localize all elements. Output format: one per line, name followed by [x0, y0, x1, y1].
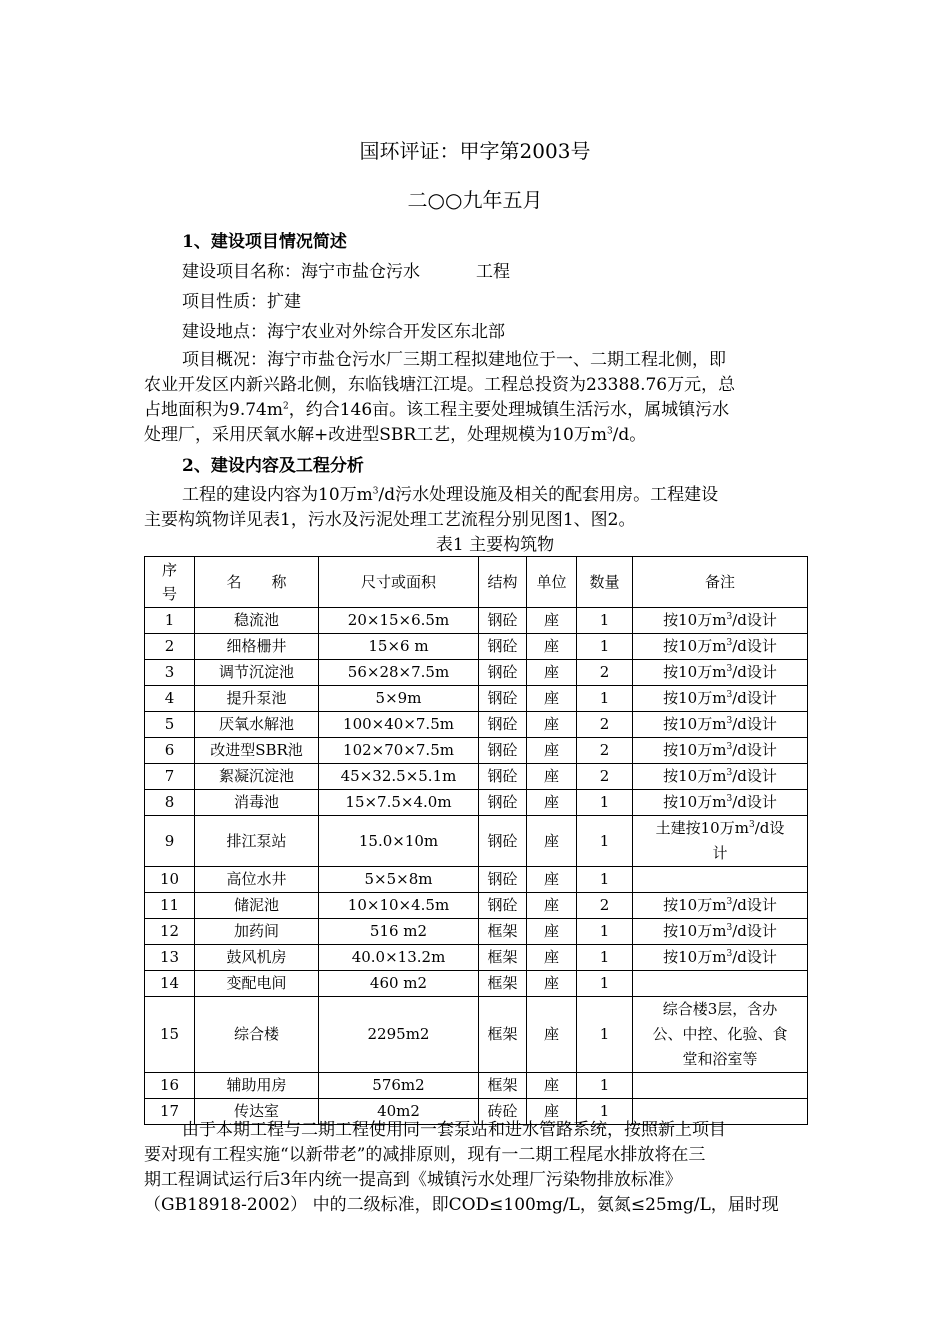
cell-no: 7 [145, 764, 195, 790]
cell-unit: 座 [527, 816, 577, 867]
cell-quantity: 1 [577, 867, 633, 893]
col-header-size: 尺寸或面积 [319, 557, 479, 608]
cell-structure: 框架 [479, 1073, 527, 1099]
report-date: 二○○九年五月 [407, 188, 543, 212]
cell-name: 变配电间 [195, 971, 319, 997]
cell-name: 厌氧水解池 [195, 712, 319, 738]
cell-structure: 钢砼 [479, 634, 527, 660]
cell-note [633, 1073, 808, 1099]
cell-structure: 框架 [479, 997, 527, 1073]
cell-note: 按10万$m^3/d$设计 [633, 919, 808, 945]
cell-note: 按10万$m^3/d$设计 [633, 945, 808, 971]
cell-name: 提升泵池 [195, 686, 319, 712]
table-row [145, 790, 808, 816]
cell-quantity: 1 [577, 816, 633, 867]
cell-size: 15.0×10m [319, 816, 479, 867]
table-row [145, 997, 808, 1073]
col-header-unit: 单位 [527, 557, 577, 608]
cell-unit: 座 [527, 738, 577, 764]
cell-name: 稳流池 [195, 608, 319, 634]
cell-quantity: 1 [577, 790, 633, 816]
cell-size: 2295m2 [319, 997, 479, 1073]
cell-name: 储泥池 [195, 893, 319, 919]
closing-paragraph: 由于本期工程与二期工程使用同一套泵站和进水管路系统，按照新上项目 要对现有工程实施“以新带老”的减排原则，现有一二期工程尾水排放将在三 期工程调试运行后3年内统一提高到《城镇污水处理厂污染物排放标准》 （GB18918-2002） 中的二级标准，即COD≤100mg/L，氨氮≤25mg/L，届时现 [144, 1120, 779, 1215]
cell-size: 40.0×13.2m [319, 945, 479, 971]
cell-name: 絮凝沉淀池 [195, 764, 319, 790]
cell-unit: 座 [527, 712, 577, 738]
cell-no: 10 [145, 867, 195, 893]
cell-structure: 钢砼 [479, 660, 527, 686]
cell-quantity: 2 [577, 738, 633, 764]
cell-structure: 钢砼 [479, 790, 527, 816]
cell-quantity: 1 [577, 919, 633, 945]
cell-structure: 钢砼 [479, 893, 527, 919]
cell-quantity: 1 [577, 686, 633, 712]
cell-no: 8 [145, 790, 195, 816]
project-name: 建设项目名称：海宁市盐仓污水 工程 [182, 262, 510, 282]
cell-name: 高位水井 [195, 867, 319, 893]
table-row [145, 971, 808, 997]
cell-note: 按10万$m^3/d$设计 [633, 660, 808, 686]
cell-quantity: 1 [577, 945, 633, 971]
cell-name: 排江泵站 [195, 816, 319, 867]
structures-table [144, 556, 808, 1125]
approval-number: 国环评证：甲字第2003号 [359, 139, 591, 163]
cell-note: 土建按10万$m^3/d$设 计 [633, 816, 808, 867]
cell-structure: 钢砼 [479, 608, 527, 634]
cell-unit: 座 [527, 660, 577, 686]
cell-quantity: 2 [577, 712, 633, 738]
cell-name: 消毒池 [195, 790, 319, 816]
col-header-structure: 结构 [479, 557, 527, 608]
table-row [145, 634, 808, 660]
cell-size: 15×6 m [319, 634, 479, 660]
cell-size: 516 m2 [319, 919, 479, 945]
cell-no: 3 [145, 660, 195, 686]
cell-no: 1 [145, 608, 195, 634]
table-row [145, 686, 808, 712]
cell-no: 4 [145, 686, 195, 712]
table-caption: 表1 主要构筑物 [435, 535, 555, 555]
cell-name: 辅助用房 [195, 1073, 319, 1099]
cell-unit: 座 [527, 608, 577, 634]
construction-content: 工程的建设内容为10万$m^3/d$污水处理设施及相关的配套用房。工程建设 主要构筑物详见表1，污水及污泥处理工艺流程分别见图1、图2。 [144, 485, 719, 530]
cell-no: 17 [145, 1099, 195, 1125]
cell-size: 56×28×7.5m [319, 660, 479, 686]
cell-unit: 座 [527, 997, 577, 1073]
cell-unit: 座 [527, 790, 577, 816]
cell-no: 15 [145, 997, 195, 1073]
cell-note: 按10万$m^3/d$设计 [633, 608, 808, 634]
cell-quantity: 2 [577, 764, 633, 790]
cell-note [633, 867, 808, 893]
cell-name: 加药间 [195, 919, 319, 945]
cell-structure: 钢砼 [479, 816, 527, 867]
col-header-no: 序号 [145, 557, 195, 608]
cell-structure: 框架 [479, 919, 527, 945]
cell-note: 按10万$m^3/d$设计 [633, 893, 808, 919]
cell-note [633, 971, 808, 997]
cell-no: 5 [145, 712, 195, 738]
table-header-row [145, 557, 808, 608]
cell-note: 按10万$m^3/d$设计 [633, 790, 808, 816]
cell-note: 按10万$m^3/d$设计 [633, 712, 808, 738]
cell-unit: 座 [527, 971, 577, 997]
cell-note: 按10万$m^3/d$设计 [633, 634, 808, 660]
cell-unit: 座 [527, 1099, 577, 1125]
cell-quantity: 1 [577, 1073, 633, 1099]
cell-size: 20×15×6.5m [319, 608, 479, 634]
cell-structure: 框架 [479, 945, 527, 971]
cell-no: 11 [145, 893, 195, 919]
project-location: 建设地点：海宁农业对外综合开发区东北部 [182, 322, 505, 342]
cell-size: 5×5×8m [319, 867, 479, 893]
cell-no: 6 [145, 738, 195, 764]
cell-unit: 座 [527, 867, 577, 893]
cell-unit: 座 [527, 945, 577, 971]
col-header-name: 名 称 [195, 557, 319, 608]
table-row [145, 764, 808, 790]
cell-no: 14 [145, 971, 195, 997]
table-row [145, 919, 808, 945]
cell-unit: 座 [527, 919, 577, 945]
cell-size: 45×32.5×5.1m [319, 764, 479, 790]
table-row [145, 816, 808, 867]
cell-unit: 座 [527, 764, 577, 790]
cell-size: 40m2 [319, 1099, 479, 1125]
cell-structure: 砖砼 [479, 1099, 527, 1125]
cell-unit: 座 [527, 1073, 577, 1099]
cell-name: 改进型SBR池 [195, 738, 319, 764]
cell-structure: 钢砼 [479, 764, 527, 790]
cell-quantity: 1 [577, 634, 633, 660]
cell-name: 综合楼 [195, 997, 319, 1073]
cell-quantity: 1 [577, 1099, 633, 1125]
table-row [145, 1073, 808, 1099]
project-overview: 项目概况：海宁市盐仓污水厂三期工程拟建地位于一、二期工程北侧，即 农业开发区内新兴路北侧，东临钱塘江江堤。工程总投资为23388.76万元，总 占地面积为$9.74m^2$，约合146亩。该工程主要处理城镇生活污水，属城镇污水 处理厂，采用厌氧水解+改进型SBR工艺，处理规模为10万$m^3/d$。 [144, 350, 736, 445]
cell-size: 460 m2 [319, 971, 479, 997]
project-nature: 项目性质：扩建 [182, 292, 301, 312]
cell-no: 9 [145, 816, 195, 867]
cell-name: 传达室 [195, 1099, 319, 1125]
cell-no: 13 [145, 945, 195, 971]
cell-note: 按10万$m^3/d$设计 [633, 686, 808, 712]
section2-heading: 2、建设内容及工程分析 [182, 456, 364, 476]
cell-size: 15×7.5×4.0m [319, 790, 479, 816]
cell-name: 细格栅井 [195, 634, 319, 660]
cell-quantity: 2 [577, 660, 633, 686]
cell-size: 100×40×7.5m [319, 712, 479, 738]
table-row [145, 660, 808, 686]
cell-no: 12 [145, 919, 195, 945]
cell-structure: 钢砼 [479, 867, 527, 893]
cell-structure: 钢砼 [479, 712, 527, 738]
cell-unit: 座 [527, 893, 577, 919]
table-row [145, 867, 808, 893]
cell-note: 综合楼3层，含办 公、中控、化验、食 堂和浴室等 [633, 997, 808, 1073]
cell-quantity: 1 [577, 971, 633, 997]
section1-heading: 1、建设项目情况简述 [182, 232, 347, 252]
cell-size: 102×70×7.5m [319, 738, 479, 764]
table-row [145, 738, 808, 764]
cell-quantity: 2 [577, 893, 633, 919]
cell-name: 调节沉淀池 [195, 660, 319, 686]
cell-note: 按10万$m^3/d$设计 [633, 764, 808, 790]
col-header-note: 备注 [633, 557, 808, 608]
cell-unit: 座 [527, 686, 577, 712]
cell-size: 576m2 [319, 1073, 479, 1099]
cell-no: 2 [145, 634, 195, 660]
table-row [145, 712, 808, 738]
cell-no: 16 [145, 1073, 195, 1099]
cell-structure: 钢砼 [479, 738, 527, 764]
cell-quantity: 1 [577, 608, 633, 634]
cell-quantity: 1 [577, 997, 633, 1073]
cell-size: 5×9m [319, 686, 479, 712]
cell-name: 鼓风机房 [195, 945, 319, 971]
cell-unit: 座 [527, 634, 577, 660]
cell-structure: 钢砼 [479, 686, 527, 712]
table-row [145, 608, 808, 634]
cell-size: 10×10×4.5m [319, 893, 479, 919]
cell-structure: 框架 [479, 971, 527, 997]
table-row [145, 893, 808, 919]
col-header-quantity: 数量 [577, 557, 633, 608]
table-row [145, 945, 808, 971]
cell-note: 按10万$m^3/d$设计 [633, 738, 808, 764]
